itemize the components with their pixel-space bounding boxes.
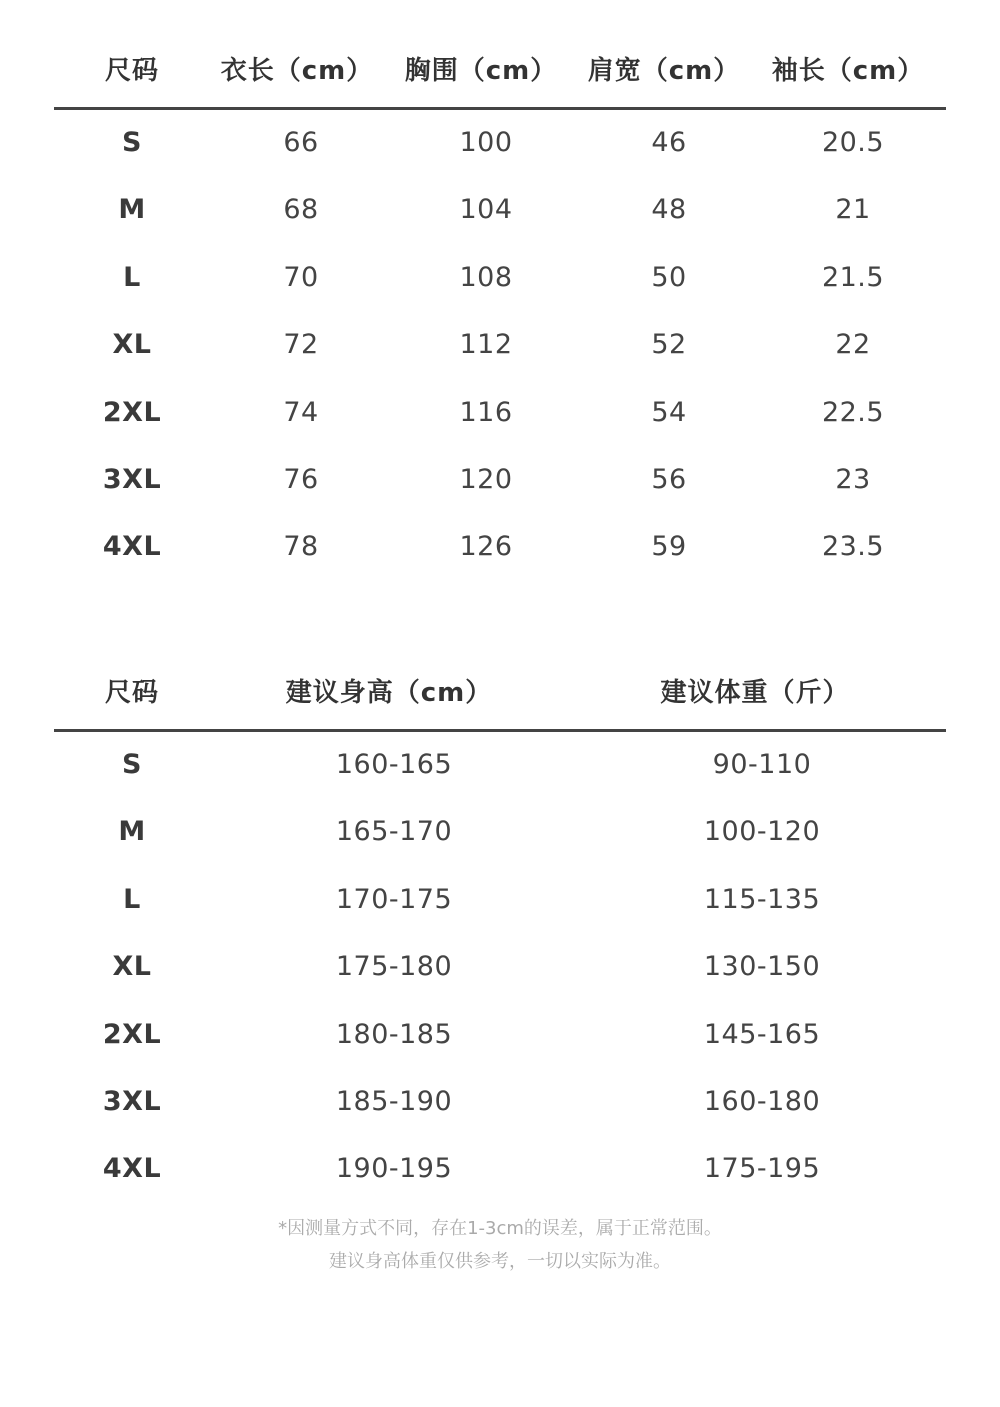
table-row: [0, 1002, 1000, 1069]
cell-size: L: [123, 883, 141, 915]
cell-chest: 126: [459, 531, 513, 563]
header-height: 建议身高（cm）: [285, 678, 493, 708]
cell-size: L: [123, 261, 141, 293]
cell-sleeve: 20.5: [821, 127, 885, 158]
cell-weight: 160-180: [703, 1085, 821, 1117]
cell-chest: 116: [459, 396, 513, 428]
cell-size: 2XL: [102, 1018, 162, 1050]
table-header: [0, 652, 1000, 730]
table-row: [0, 867, 1000, 934]
cell-chest: 120: [459, 463, 513, 495]
cell-length: 70: [283, 261, 319, 293]
cell-weight: 145-165: [703, 1018, 821, 1050]
cell-shoulder: 52: [651, 329, 687, 361]
size-measurement-table: [0, 30, 1000, 563]
cell-size: 4XL: [102, 531, 162, 563]
table-row: [0, 380, 1000, 447]
cell-shoulder: 59: [651, 531, 687, 563]
cell-height: 180-185: [335, 1018, 453, 1050]
cell-chest: 104: [459, 194, 513, 226]
cell-size: 3XL: [102, 1085, 162, 1117]
table-row: [0, 1069, 1000, 1136]
cell-shoulder: 50: [651, 261, 687, 293]
header-chest: 胸围（cm）: [404, 56, 558, 86]
cell-size: XL: [112, 329, 152, 361]
cell-length: 78: [283, 531, 319, 563]
cell-shoulder: 56: [651, 463, 687, 495]
table-row: [0, 177, 1000, 244]
table-row: [0, 110, 1000, 177]
cell-size: 3XL: [102, 463, 162, 495]
table-row: [0, 447, 1000, 514]
cell-sleeve: 23: [835, 463, 871, 495]
cell-height: 175-180: [335, 951, 453, 983]
cell-shoulder: 54: [651, 396, 687, 428]
cell-sleeve: 22: [835, 329, 871, 361]
note-line-2: 建议身高体重仅供参考，一切以实际为准。: [329, 1251, 671, 1272]
header-sleeve: 袖长（cm）: [771, 56, 925, 86]
table-row: [0, 732, 1000, 799]
cell-height: 170-175: [335, 883, 453, 915]
table-body: [0, 110, 1000, 582]
table-row: [0, 312, 1000, 379]
cell-shoulder: 46: [651, 127, 687, 158]
header-shoulder: 肩宽（cm）: [587, 56, 741, 86]
cell-length: 66: [283, 127, 319, 158]
table-row: [0, 245, 1000, 312]
table-row: [0, 799, 1000, 866]
cell-height: 185-190: [335, 1085, 453, 1117]
cell-sleeve: 23.5: [821, 531, 885, 563]
cell-height: 190-195: [335, 1153, 453, 1185]
table-row: [0, 514, 1000, 581]
cell-chest: 108: [459, 261, 513, 293]
cell-sleeve: 21: [835, 194, 871, 226]
table-header: [0, 30, 1000, 108]
cell-size: S: [122, 749, 142, 780]
cell-size: M: [118, 816, 146, 848]
cell-weight: 115-135: [703, 883, 821, 915]
cell-weight: 130-150: [703, 951, 821, 983]
cell-height: 165-170: [335, 816, 453, 848]
cell-size: 2XL: [102, 396, 162, 428]
cell-size: M: [118, 194, 146, 226]
cell-length: 68: [283, 194, 319, 226]
header-length: 衣长（cm）: [220, 56, 374, 86]
cell-sleeve: 21.5: [821, 261, 885, 293]
header-size: 尺码: [104, 678, 160, 708]
header-size: 尺码: [104, 56, 160, 86]
table-row: [0, 934, 1000, 1001]
cell-chest: 112: [459, 329, 513, 361]
cell-size: S: [122, 127, 142, 158]
cell-weight: 90-110: [712, 749, 812, 780]
cell-size: 4XL: [102, 1153, 162, 1185]
cell-shoulder: 48: [651, 194, 687, 226]
cell-size: XL: [112, 951, 152, 983]
cell-length: 72: [283, 329, 319, 361]
size-recommendation-table: [0, 652, 1000, 1185]
table-body: [0, 732, 1000, 1204]
cell-length: 74: [283, 396, 319, 428]
cell-weight: 175-195: [703, 1153, 821, 1185]
disclaimer-notes: [0, 1212, 1000, 1278]
cell-weight: 100-120: [703, 816, 821, 848]
cell-sleeve: 22.5: [821, 396, 885, 428]
table-row: [0, 1136, 1000, 1203]
cell-height: 160-165: [335, 749, 453, 780]
cell-chest: 100: [459, 127, 513, 158]
cell-length: 76: [283, 463, 319, 495]
note-line-1: *因测量方式不同，存在1-3cm的误差，属于正常范围。: [278, 1218, 722, 1239]
header-weight: 建议体重（斤）: [660, 678, 850, 708]
